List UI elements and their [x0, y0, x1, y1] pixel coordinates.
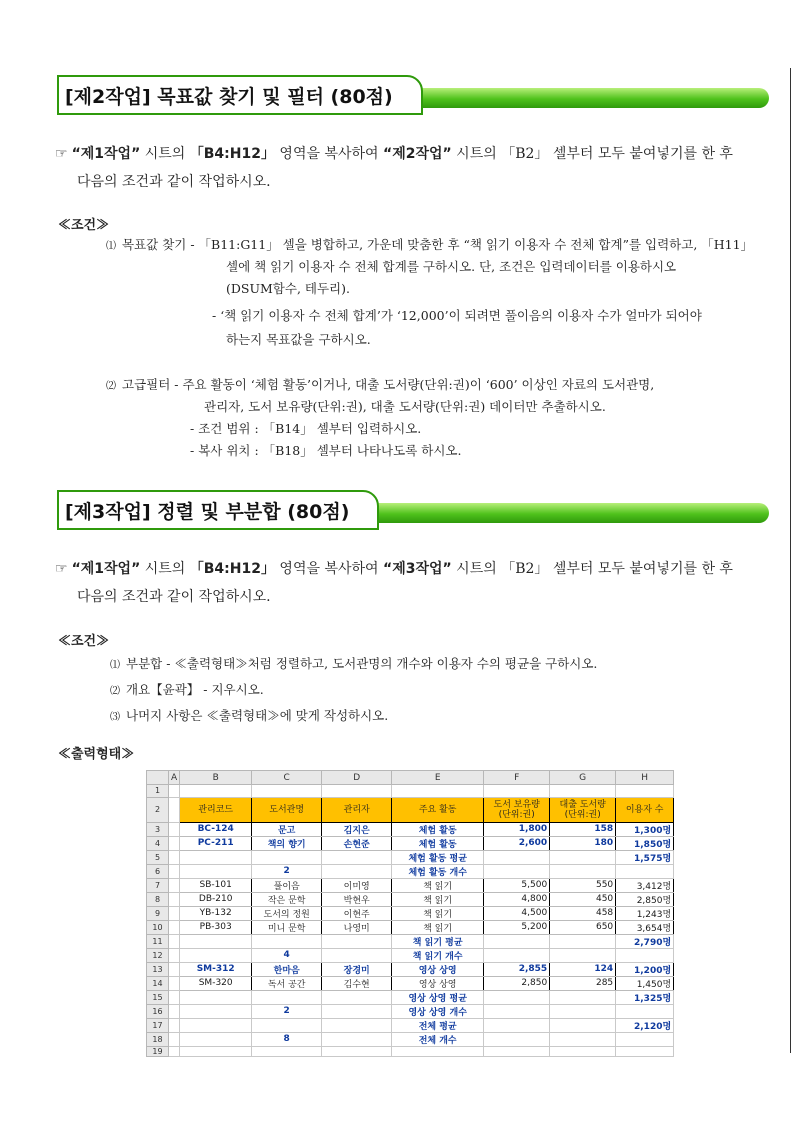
row-header[interactable]: 7 [147, 878, 169, 892]
column-header[interactable]: C [252, 771, 322, 785]
row-header[interactable]: 18 [147, 1032, 169, 1046]
table-row [147, 892, 674, 906]
data-cell[interactable]: 1,575명 [616, 850, 674, 864]
row-header[interactable]: 2 [147, 797, 169, 822]
data-cell[interactable] [484, 1032, 550, 1046]
data-cell[interactable]: 손현준 [322, 836, 392, 850]
data-cell[interactable] [550, 934, 616, 948]
intro-text: 시트의 [140, 561, 190, 577]
cond-text: - 복사 위치 : 「B18」 셀부터 나타나도록 하시오. [190, 443, 462, 458]
row-header[interactable]: 9 [147, 906, 169, 920]
section2-condition-1-goal [212, 304, 772, 352]
sheet-cell[interactable] [169, 920, 180, 934]
section2-condition-1-cont [226, 256, 676, 300]
data-cell[interactable]: 1,800 [484, 822, 550, 836]
data-cell[interactable] [322, 934, 392, 948]
sheet-cell[interactable] [392, 1046, 484, 1056]
intro-line2: 다음의 조건과 같이 작업하시오. [77, 589, 271, 605]
data-cell[interactable]: 박현우 [322, 892, 392, 906]
data-cell[interactable] [180, 1004, 252, 1018]
data-cell[interactable] [550, 864, 616, 878]
column-header-row [147, 771, 674, 785]
data-cell[interactable]: 영상 상영 [392, 976, 484, 990]
cond-text: 하는지 목표값을 구하시오. [226, 332, 371, 347]
data-cell[interactable]: 체험 활동 평균 [392, 850, 484, 864]
data-cell[interactable] [322, 948, 392, 962]
header-cell[interactable]: 관리코드 [180, 797, 252, 822]
data-cell[interactable]: 4,800 [484, 892, 550, 906]
cond-text: 관리자, 도서 보유량(단위:권), 대출 도서량(단위:권) 데이터만 추출하시오. [204, 399, 606, 414]
table-row [147, 1018, 674, 1032]
row-header[interactable]: 19 [147, 1046, 169, 1056]
data-cell[interactable]: 전체 평균 [392, 1018, 484, 1032]
data-cell[interactable] [252, 990, 322, 1004]
sheet-cell[interactable] [169, 850, 180, 864]
table-row [147, 864, 674, 878]
column-header[interactable]: G [550, 771, 616, 785]
data-cell[interactable] [550, 1032, 616, 1046]
data-cell[interactable]: 이현주 [322, 906, 392, 920]
column-header[interactable]: H [616, 771, 674, 785]
data-cell[interactable] [550, 1004, 616, 1018]
table-row [147, 962, 674, 976]
sheet-cell[interactable] [484, 1046, 550, 1056]
data-cell[interactable] [550, 1018, 616, 1032]
data-cell[interactable]: SB-101 [180, 878, 252, 892]
cond-text: 목표값 찾기 - 「B11:G11」 셀을 병합하고, 가운데 맞춤한 후 “책 읽기 이용자 수 전체 합계”를 입력하고, 「H11」 [122, 237, 754, 252]
data-cell[interactable]: 나영미 [322, 920, 392, 934]
intro-text: 시트의 [140, 146, 190, 162]
data-cell[interactable]: 책 읽기 개수 [392, 948, 484, 962]
sheet-cell[interactable] [484, 785, 550, 798]
data-cell[interactable] [616, 864, 674, 878]
sheet-cell[interactable] [169, 892, 180, 906]
data-cell[interactable]: 450 [550, 892, 616, 906]
right-margin-line [790, 68, 791, 1053]
data-cell[interactable]: 3,412명 [616, 878, 674, 892]
data-cell[interactable]: 책 읽기 [392, 892, 484, 906]
cond-number: ⑴ [106, 241, 116, 252]
sheet-cell[interactable] [392, 785, 484, 798]
row-header[interactable]: 12 [147, 948, 169, 962]
table-row [147, 1032, 674, 1046]
data-cell[interactable]: 책 읽기 [392, 906, 484, 920]
data-cell[interactable]: 550 [550, 878, 616, 892]
data-cell[interactable]: 이미영 [322, 878, 392, 892]
header-cell[interactable]: 관리자 [322, 797, 392, 822]
row-header[interactable]: 4 [147, 836, 169, 850]
column-header[interactable]: D [322, 771, 392, 785]
section3-intro [55, 555, 767, 611]
cond-text: - 조건 범위 : 「B14」 셀부터 입력하시오. [190, 421, 422, 436]
column-header[interactable]: A [169, 771, 180, 785]
table-row [147, 850, 674, 864]
data-cell[interactable]: 도서의 정원 [252, 906, 322, 920]
row-header[interactable]: 1 [147, 785, 169, 798]
data-cell[interactable]: 1,450명 [616, 976, 674, 990]
data-cell[interactable]: 1,325명 [616, 990, 674, 1004]
section3-condition-label: ≪조건≫ [58, 634, 110, 649]
sheet-cell[interactable] [169, 1004, 180, 1018]
data-cell[interactable]: 2,120명 [616, 1018, 674, 1032]
sheet-cell[interactable] [180, 1046, 252, 1056]
row-header[interactable]: 11 [147, 934, 169, 948]
sheet-cell[interactable] [616, 785, 674, 798]
table-row [147, 1004, 674, 1018]
cond-text: 셀에 책 읽기 이용자 수 전체 합계를 구하시오. 단, 조건은 입력데이터를 이용하시오 [226, 259, 677, 274]
section2-title: [제2작업] 목표값 찾기 및 필터 (80점) [65, 85, 393, 108]
data-cell[interactable]: 전체 개수 [392, 1032, 484, 1046]
table-row [147, 906, 674, 920]
data-cell[interactable]: 책 읽기 [392, 878, 484, 892]
row-header[interactable]: 17 [147, 1018, 169, 1032]
data-cell[interactable] [180, 1018, 252, 1032]
data-cell[interactable] [322, 1018, 392, 1032]
data-cell[interactable]: 650 [550, 920, 616, 934]
data-cell[interactable]: 2,855 [484, 962, 550, 976]
data-cell[interactable]: 김수현 [322, 976, 392, 990]
data-cell[interactable]: 458 [550, 906, 616, 920]
header-cell[interactable]: 도서 보유량 (단위:권) [484, 797, 550, 822]
row-header[interactable]: 13 [147, 962, 169, 976]
intro-sheet2: “제2작업” [383, 146, 452, 162]
data-cell[interactable]: 5,500 [484, 878, 550, 892]
sheet-cell[interactable] [169, 822, 180, 836]
row-header[interactable]: 3 [147, 822, 169, 836]
data-cell[interactable] [616, 948, 674, 962]
data-cell[interactable]: 문고 [252, 822, 322, 836]
data-cell[interactable] [322, 990, 392, 1004]
cond-text: (DSUM함수, 테두리). [226, 281, 350, 296]
data-cell[interactable] [322, 1032, 392, 1046]
sheet-cell[interactable] [169, 836, 180, 850]
section2-condition-label: ≪조건≫ [58, 218, 110, 233]
data-cell[interactable]: 180 [550, 836, 616, 850]
header-cell[interactable]: 대출 도서량 (단위:권) [550, 797, 616, 822]
header-cell[interactable]: 이용자 수 [616, 797, 674, 822]
section3-title-tab [57, 490, 379, 530]
data-cell[interactable]: 한마음 [252, 962, 322, 976]
data-cell[interactable] [252, 850, 322, 864]
sheet-cell[interactable] [169, 864, 180, 878]
intro-sheet1: “제1작업” [71, 146, 141, 162]
data-cell[interactable]: 1,243명 [616, 906, 674, 920]
table-row [147, 976, 674, 990]
data-cell[interactable]: 2 [252, 1004, 322, 1018]
data-cell[interactable] [180, 934, 252, 948]
output-format-label: ≪출력형태≫ [58, 747, 135, 762]
row-header[interactable]: 5 [147, 850, 169, 864]
sheet-cell[interactable] [169, 1046, 180, 1056]
sheet-row [147, 1046, 674, 1056]
cond-text: 부분합 - ≪출력형태≫처럼 정렬하고, 도서관명의 개수와 이용자 수의 평균을 구하시오. [126, 656, 598, 671]
table-row [147, 878, 674, 892]
cond-number: ⑵ [106, 381, 116, 392]
sheet-cell[interactable] [169, 948, 180, 962]
column-header[interactable]: F [484, 771, 550, 785]
data-cell[interactable] [550, 948, 616, 962]
data-cell[interactable] [484, 948, 550, 962]
data-cell[interactable]: 1,850명 [616, 836, 674, 850]
row-header[interactable]: 8 [147, 892, 169, 906]
section2-header [57, 75, 769, 117]
data-cell[interactable] [550, 990, 616, 1004]
data-cell[interactable] [252, 1018, 322, 1032]
sheet-cell[interactable] [550, 1046, 616, 1056]
sheet-cell[interactable] [252, 1046, 322, 1056]
data-cell[interactable] [180, 1032, 252, 1046]
data-cell[interactable] [322, 864, 392, 878]
table-row [147, 934, 674, 948]
data-cell[interactable] [484, 1004, 550, 1018]
cond-text: 나머지 사항은 ≪출력형태≫에 맞게 작성하시오. [126, 708, 389, 723]
data-cell[interactable]: 책 읽기 [392, 920, 484, 934]
data-cell[interactable] [550, 850, 616, 864]
data-cell[interactable] [180, 850, 252, 864]
data-cell[interactable] [484, 934, 550, 948]
data-cell[interactable] [322, 1004, 392, 1018]
data-cell[interactable]: PC-211 [180, 836, 252, 850]
intro-range: 「B4:H12」 [189, 561, 275, 577]
data-cell[interactable]: 영상 상영 평균 [392, 990, 484, 1004]
table-row [147, 948, 674, 962]
data-cell[interactable]: 3,654명 [616, 920, 674, 934]
sheet-cell[interactable] [169, 1018, 180, 1032]
header-cell[interactable]: 주요 활동 [392, 797, 484, 822]
data-cell[interactable]: 4 [252, 948, 322, 962]
section3-conditions [110, 652, 597, 730]
column-header[interactable] [147, 771, 169, 785]
data-cell[interactable]: 풀이음 [252, 878, 322, 892]
intro-text: 영역을 복사하여 [274, 146, 384, 162]
data-cell[interactable]: 5,200 [484, 920, 550, 934]
data-cell[interactable] [484, 990, 550, 1004]
sheet-cell[interactable] [169, 878, 180, 892]
data-cell[interactable] [322, 850, 392, 864]
data-cell[interactable]: PB-303 [180, 920, 252, 934]
sheet-cell[interactable] [169, 785, 180, 798]
sheet-cell[interactable] [322, 785, 392, 798]
table-row [147, 822, 674, 836]
table-row [147, 990, 674, 1004]
section3-header [57, 490, 769, 532]
spreadsheet-table [146, 770, 674, 1057]
pointing-hand-icon: ☞ [55, 561, 68, 577]
table-row [147, 920, 674, 934]
data-cell[interactable]: 1,200명 [616, 962, 674, 976]
column-header[interactable]: B [180, 771, 252, 785]
data-cell[interactable] [180, 948, 252, 962]
data-cell[interactable]: 체험 활동 [392, 836, 484, 850]
data-cell[interactable]: SM-320 [180, 976, 252, 990]
data-cell[interactable]: 체험 활동 [392, 822, 484, 836]
data-cell[interactable] [484, 1018, 550, 1032]
data-cell[interactable]: 4,500 [484, 906, 550, 920]
header-cell[interactable]: 도서관명 [252, 797, 322, 822]
data-cell[interactable]: SM-312 [180, 962, 252, 976]
section2-condition-2-cont [190, 396, 606, 462]
data-cell[interactable]: 김지은 [322, 822, 392, 836]
sheet-cell[interactable] [180, 785, 252, 798]
intro-sheet3: “제3작업” [383, 561, 452, 577]
sheet-cell[interactable] [169, 934, 180, 948]
sheet-cell[interactable] [322, 1046, 392, 1056]
sheet-cell[interactable] [169, 976, 180, 990]
data-cell[interactable]: 장경미 [322, 962, 392, 976]
intro-text: 시트의 「B2」 셀부터 모두 붙여넣기를 한 후 [451, 561, 733, 577]
table-row [147, 836, 674, 850]
data-cell[interactable] [484, 850, 550, 864]
row-header[interactable]: 10 [147, 920, 169, 934]
intro-text: 영역을 복사하여 [274, 561, 384, 577]
row-header[interactable]: 16 [147, 1004, 169, 1018]
data-cell[interactable]: 2,600 [484, 836, 550, 850]
cond-text: - ‘책 읽기 이용자 수 전체 합계’가 ‘12,000’이 되려면 풀이음의 이용자 수가 얼마가 되어야 [212, 308, 702, 323]
intro-range: 「B4:H12」 [189, 146, 275, 162]
section3-title: [제3작업] 정렬 및 부분합 (80점) [65, 500, 350, 523]
sheet-cell[interactable] [252, 785, 322, 798]
data-cell[interactable]: 2,850 [484, 976, 550, 990]
sheet-cell[interactable] [169, 1032, 180, 1046]
data-cell[interactable]: 책의 향기 [252, 836, 322, 850]
row-header[interactable]: 15 [147, 990, 169, 1004]
row-header[interactable]: 14 [147, 976, 169, 990]
data-cell[interactable]: 124 [550, 962, 616, 976]
row-header[interactable]: 6 [147, 864, 169, 878]
column-header[interactable]: E [392, 771, 484, 785]
cond-number: ⑶ [110, 712, 120, 723]
data-cell[interactable]: 미니 문학 [252, 920, 322, 934]
data-cell[interactable] [180, 990, 252, 1004]
sheet-cell[interactable] [169, 797, 180, 822]
spreadsheet-output [146, 770, 679, 1056]
intro-sheet1: “제1작업” [71, 561, 141, 577]
data-cell[interactable]: 2,790명 [616, 934, 674, 948]
data-cell[interactable]: 영상 상영 [392, 962, 484, 976]
intro-text: 시트의 「B2」 셀부터 모두 붙여넣기를 한 후 [451, 146, 733, 162]
data-cell[interactable]: 2,850명 [616, 892, 674, 906]
data-cell[interactable] [252, 934, 322, 948]
data-cell[interactable] [484, 864, 550, 878]
sheet-cell[interactable] [169, 990, 180, 1004]
section2-condition-2 [106, 374, 654, 398]
data-cell[interactable]: 158 [550, 822, 616, 836]
data-cell[interactable]: 독서 공간 [252, 976, 322, 990]
intro-line2: 다음의 조건과 같이 작업하시오. [77, 174, 271, 190]
data-cell[interactable]: 책 읽기 평균 [392, 934, 484, 948]
data-cell[interactable]: 영상 상영 개수 [392, 1004, 484, 1018]
cond-number: ⑴ [110, 660, 120, 671]
cond-text: 고급필터 - 주요 활동이 ‘체험 활동’이거나, 대출 도서량(단위:권)이 ‘600’ 이상인 자료의 도서관명, [122, 377, 655, 392]
data-cell[interactable]: 1,300명 [616, 822, 674, 836]
data-cell[interactable]: YB-132 [180, 906, 252, 920]
data-cell[interactable] [180, 864, 252, 878]
section2-intro [55, 140, 767, 196]
data-cell[interactable]: DB-210 [180, 892, 252, 906]
data-cell[interactable]: 체험 활동 개수 [392, 864, 484, 878]
data-cell[interactable] [616, 1004, 674, 1018]
cond-text: 개요【윤곽】 - 지우시오. [126, 682, 264, 697]
sheet-cell[interactable] [169, 906, 180, 920]
sheet-cell[interactable] [616, 1046, 674, 1056]
section2-title-tab [57, 75, 423, 115]
sheet-header-row [147, 797, 674, 822]
data-cell[interactable]: BC-124 [180, 822, 252, 836]
data-cell[interactable]: 8 [252, 1032, 322, 1046]
section2-condition-1 [106, 234, 753, 258]
cond-number: ⑵ [110, 686, 120, 697]
sheet-row [147, 785, 674, 798]
data-cell[interactable]: 285 [550, 976, 616, 990]
pointing-hand-icon: ☞ [55, 146, 68, 162]
sheet-cell[interactable] [169, 962, 180, 976]
sheet-cell[interactable] [550, 785, 616, 798]
data-cell[interactable]: 2 [252, 864, 322, 878]
data-cell[interactable] [616, 1032, 674, 1046]
data-cell[interactable]: 작은 문학 [252, 892, 322, 906]
